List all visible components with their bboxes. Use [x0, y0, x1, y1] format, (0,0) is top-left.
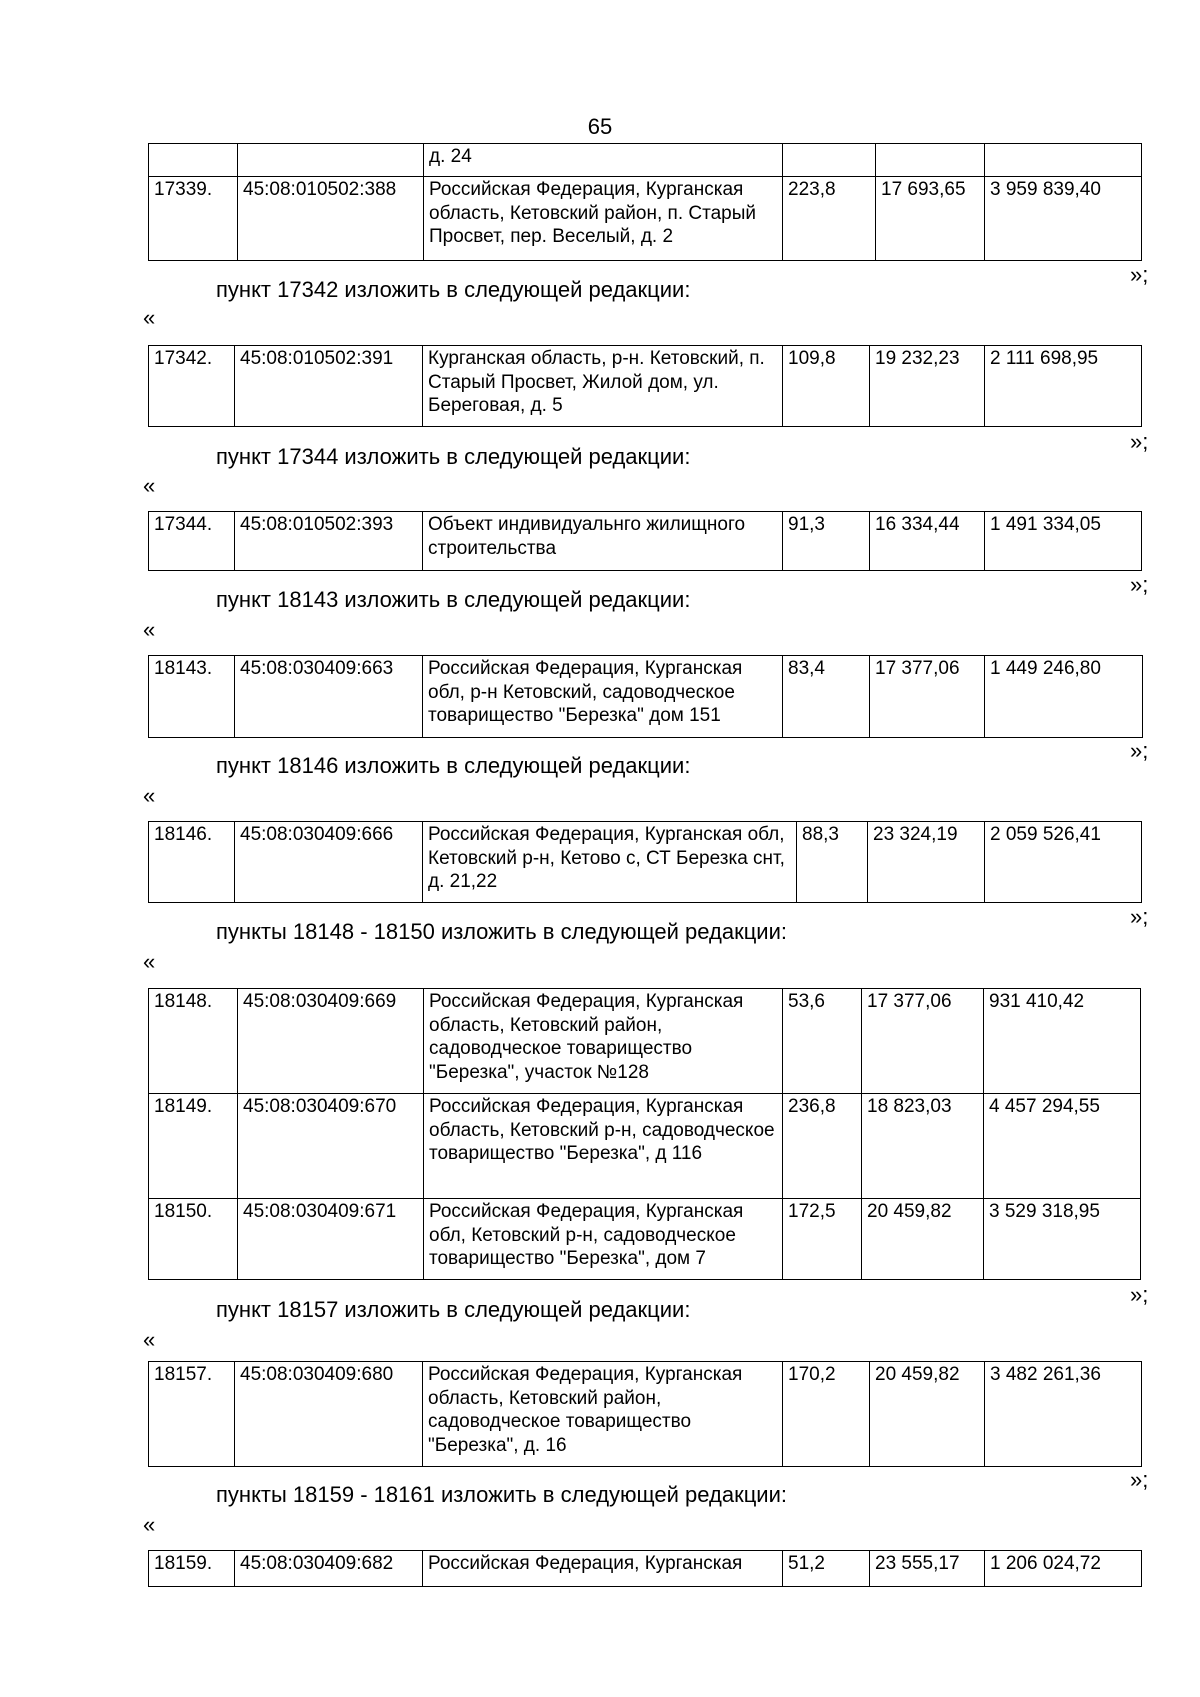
table-row — [149, 346, 1142, 427]
cell-cadastral-value: 1 449 246,80 — [985, 656, 1143, 738]
cell-row-number — [149, 144, 238, 177]
cell-cadastral-value-per-unit: 23 555,17 — [870, 1551, 985, 1587]
cell-cadastral-value-per-unit: 20 459,82 — [870, 1362, 985, 1467]
closing-quote: »; — [1130, 904, 1149, 929]
cell-cadastral-value-per-unit — [876, 144, 985, 177]
data-table — [148, 655, 1143, 738]
cell-area: 51,2 — [783, 1551, 870, 1587]
cell-area: 223,8 — [783, 177, 876, 261]
cell-cadastral-number: 45:08:030409:666 — [235, 822, 423, 903]
cell-cadastral-value: 931 410,42 — [984, 989, 1141, 1094]
cell-cadastral-number: 45:08:030409:671 — [238, 1199, 424, 1280]
cell-area: 53,6 — [783, 989, 862, 1094]
cell-cadastral-value: 1 206 024,72 — [985, 1551, 1142, 1587]
cell-row-number: 18149. — [149, 1094, 238, 1199]
cell-address: Российская Федерация, Курганская обл, р-н Кетовский, садоводческое товарищество "Березка" дом 151 — [423, 656, 783, 738]
section-table-2 — [148, 655, 1143, 738]
cell-address: Курганская область, р-н. Кетовский, п. Старый Просвет, Жилой дом, ул. Береговая, д. 5 — [423, 346, 783, 427]
cell-cadastral-number: 45:08:010502:388 — [238, 177, 424, 261]
cell-address: Объект индивидуальнго жилищного строительства — [423, 512, 783, 571]
page-number: 65 — [587, 114, 613, 139]
data-table — [148, 345, 1142, 427]
table-row — [149, 1551, 1142, 1587]
cell-row-number: 18150. — [149, 1199, 238, 1280]
data-table — [148, 1361, 1142, 1467]
cell-area: 91,3 — [783, 512, 870, 571]
cell-cadastral-number — [238, 144, 424, 177]
cell-row-number: 18157. — [149, 1362, 235, 1467]
cell-cadastral-value: 3 529 318,95 — [984, 1199, 1141, 1280]
data-table — [148, 143, 1142, 261]
cell-row-number: 18159. — [149, 1551, 235, 1587]
section-table-5 — [148, 1361, 1142, 1467]
amendment-instruction: пункт 18157 изложить в следующей редакции: — [216, 1297, 691, 1322]
cell-row-number: 18143. — [149, 656, 235, 738]
cell-row-number: 17344. — [149, 512, 235, 571]
cell-cadastral-value-per-unit: 23 324,19 — [868, 822, 985, 903]
opening-quote: « — [143, 1512, 156, 1537]
cell-row-number: 17339. — [149, 177, 238, 261]
cell-cadastral-number: 45:08:030409:670 — [238, 1094, 424, 1199]
data-table — [148, 511, 1142, 571]
cell-cadastral-value-per-unit: 17 377,06 — [870, 656, 985, 738]
cell-cadastral-value: 3 959 839,40 — [985, 177, 1142, 261]
cell-area: 172,5 — [783, 1199, 862, 1280]
data-table — [148, 1550, 1142, 1587]
cell-address: д. 24 — [424, 144, 783, 177]
section-table-3 — [148, 821, 1142, 903]
table-row — [149, 822, 1142, 903]
opening-quote: « — [143, 305, 156, 330]
closing-quote: »; — [1130, 1282, 1149, 1307]
cell-cadastral-number: 45:08:010502:391 — [235, 346, 423, 427]
cell-address: Российская Федерация, Курганская область, Кетовский район, п. Старый Просвет, пер. Веселый, д. 2 — [424, 177, 783, 261]
opening-quote: « — [143, 473, 156, 498]
continuation-table — [148, 143, 1142, 261]
opening-quote: « — [143, 949, 156, 974]
amendment-instruction: пункты 18148 - 18150 изложить в следующей редакции: — [216, 919, 788, 944]
cell-cadastral-value-per-unit: 19 232,23 — [870, 346, 985, 427]
closing-quote: »; — [1130, 429, 1149, 454]
cell-cadastral-number: 45:08:030409:682 — [235, 1551, 423, 1587]
cell-cadastral-number: 45:08:030409:663 — [235, 656, 423, 738]
table-row — [149, 656, 1143, 738]
table-row — [149, 512, 1142, 571]
cell-area: 83,4 — [783, 656, 870, 738]
cell-cadastral-value-per-unit: 18 823,03 — [862, 1094, 984, 1199]
cell-cadastral-number: 45:08:030409:669 — [238, 989, 424, 1094]
data-table — [148, 821, 1142, 903]
cell-address: Российская Федерация, Курганская область, Кетовский р-н, садоводческое товарищество "Березка", д 116 — [424, 1094, 783, 1199]
cell-row-number: 18148. — [149, 989, 238, 1094]
amendment-instruction: пункт 17342 изложить в следующей редакции: — [216, 277, 691, 302]
table-row — [149, 1362, 1142, 1467]
cell-area: 236,8 — [783, 1094, 862, 1199]
opening-quote: « — [143, 1327, 156, 1352]
cell-area: 170,2 — [783, 1362, 870, 1467]
cell-address: Российская Федерация, Курганская область, Кетовский район, садоводческое товарищество "Березка", участок №128 — [424, 989, 783, 1094]
cell-cadastral-value-per-unit: 17 693,65 — [876, 177, 985, 261]
closing-quote: »; — [1130, 262, 1149, 287]
cell-cadastral-value-per-unit: 16 334,44 — [870, 512, 985, 571]
amendment-instruction: пункт 18143 изложить в следующей редакции: — [216, 587, 691, 612]
cell-cadastral-value-per-unit: 20 459,82 — [862, 1199, 984, 1280]
cell-cadastral-value-per-unit: 17 377,06 — [862, 989, 984, 1094]
cell-cadastral-value: 1 491 334,05 — [985, 512, 1142, 571]
cell-cadastral-value — [985, 144, 1142, 177]
cell-row-number: 17342. — [149, 346, 235, 427]
table-row — [149, 989, 1141, 1094]
cell-address: Российская Федерация, Курганская — [423, 1551, 783, 1587]
opening-quote: « — [143, 617, 156, 642]
cell-area: 88,3 — [797, 822, 868, 903]
amendment-instruction: пункты 18159 - 18161 изложить в следующей редакции: — [216, 1482, 788, 1507]
cell-cadastral-value: 2 059 526,41 — [985, 822, 1142, 903]
amendment-instruction: пункт 17344 изложить в следующей редакции: — [216, 444, 691, 469]
amendment-instruction: пункт 18146 изложить в следующей редакции: — [216, 753, 691, 778]
section-table-6 — [148, 1550, 1142, 1587]
table-row — [149, 1199, 1141, 1280]
cell-area: 109,8 — [783, 346, 870, 427]
cell-cadastral-value: 3 482 261,36 — [985, 1362, 1142, 1467]
cell-address: Российская Федерация, Курганская область, Кетовский район, садоводческое товарищество "Березка", д. 16 — [423, 1362, 783, 1467]
section-table-1 — [148, 511, 1142, 571]
closing-quote: »; — [1130, 572, 1149, 597]
cell-cadastral-number: 45:08:030409:680 — [235, 1362, 423, 1467]
section-table-0 — [148, 345, 1142, 427]
cell-address: Российская Федерация, Курганская обл, Кетовский р-н, садоводческое товарищество "Березка", дом 7 — [424, 1199, 783, 1280]
cell-cadastral-number: 45:08:010502:393 — [235, 512, 423, 571]
cell-row-number: 18146. — [149, 822, 235, 903]
data-table — [148, 988, 1141, 1280]
closing-quote: »; — [1130, 1467, 1149, 1492]
table-row — [149, 144, 1142, 177]
closing-quote: »; — [1130, 738, 1149, 763]
cell-cadastral-value: 2 111 698,95 — [985, 346, 1142, 427]
cell-area — [783, 144, 876, 177]
opening-quote: « — [143, 783, 156, 808]
section-table-4 — [148, 988, 1141, 1280]
cell-address: Российская Федерация, Курганская обл, Кетовский р-н, Кетово с, СТ Березка снт, д. 21,22 — [423, 822, 797, 903]
table-row — [149, 177, 1142, 261]
table-row — [149, 1094, 1141, 1199]
cell-cadastral-value: 4 457 294,55 — [984, 1094, 1141, 1199]
